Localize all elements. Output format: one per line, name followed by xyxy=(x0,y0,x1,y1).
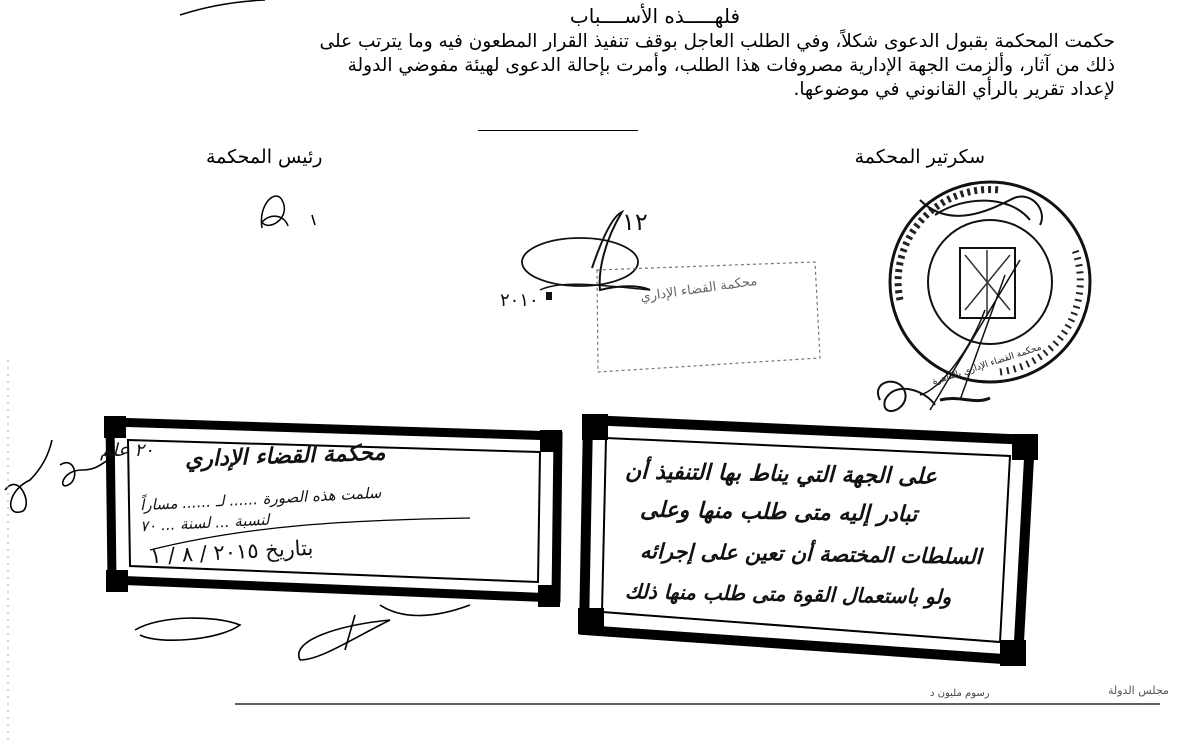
side-note-text: ٢٠ علم xyxy=(100,440,154,461)
delivery-stamp-line: لنسبة ... لسنة ... ٧٠ xyxy=(139,510,270,536)
delivery-stamp-line: سلمت هذه الصورة ...... لـ ...... مساراً xyxy=(139,483,382,515)
handwritten-date: ٢٠١٠ xyxy=(500,290,539,311)
execution-stamp-line: ولو باستعمال القوة متى طلب منها ذلك xyxy=(624,579,952,609)
delivery-stamp-line: بتاريخ ٢٠١٥ / ٨ / ١ xyxy=(149,535,314,569)
faint-court-stamp xyxy=(597,262,820,372)
president-signature xyxy=(261,196,315,228)
round-seal-text: محكمة القضاء الإداري بالقاهرة xyxy=(931,342,1043,388)
footer-fee-note: رسوم مليون د xyxy=(930,688,990,699)
delivery-stamp-title: محكمة القضاء الإداري xyxy=(184,440,386,473)
heading-text: فلهـــــذه الأســــباب xyxy=(569,4,741,28)
arc-stroke xyxy=(180,0,265,15)
execution-stamp-line: تبادر إليه متى طلب منها وعلى xyxy=(639,497,918,528)
handwritten-number: ١٢ xyxy=(622,208,648,236)
side-handwriting xyxy=(5,440,108,512)
faint-stamp-text: محكمة القضاء الإداري xyxy=(639,273,759,306)
bottom-signatures xyxy=(135,605,470,660)
execution-stamp-line: السلطات المختصة أن تعين على إجرائه xyxy=(639,539,982,569)
secretary-label: سكرتير المحكمة xyxy=(854,146,985,168)
body-line: ذلك من آثار، وألزمت الجهة الإدارية مصروفات هذا الطلب، وأمرت بإحالة الدعوى لهيئة مفوضي الدولة xyxy=(347,55,1115,76)
round-seal xyxy=(890,182,1090,382)
president-label: رئيس المحكمة xyxy=(206,146,323,168)
body-line: لإعداد تقرير بالرأي القانوني في موضوعها. xyxy=(793,79,1115,100)
execution-stamp-line: على الجهة التي يناط بها التنفيذ أن xyxy=(624,459,938,490)
secretary-signature xyxy=(878,260,1020,411)
footer-council-name: مجلس الدولة xyxy=(1108,684,1169,697)
body-line: حكمت المحكمة بقبول الدعوى شكلاً، وفي الطلب العاجل بوقف تنفيذ القرار المطعون فيه وما يترتب على xyxy=(319,31,1115,52)
